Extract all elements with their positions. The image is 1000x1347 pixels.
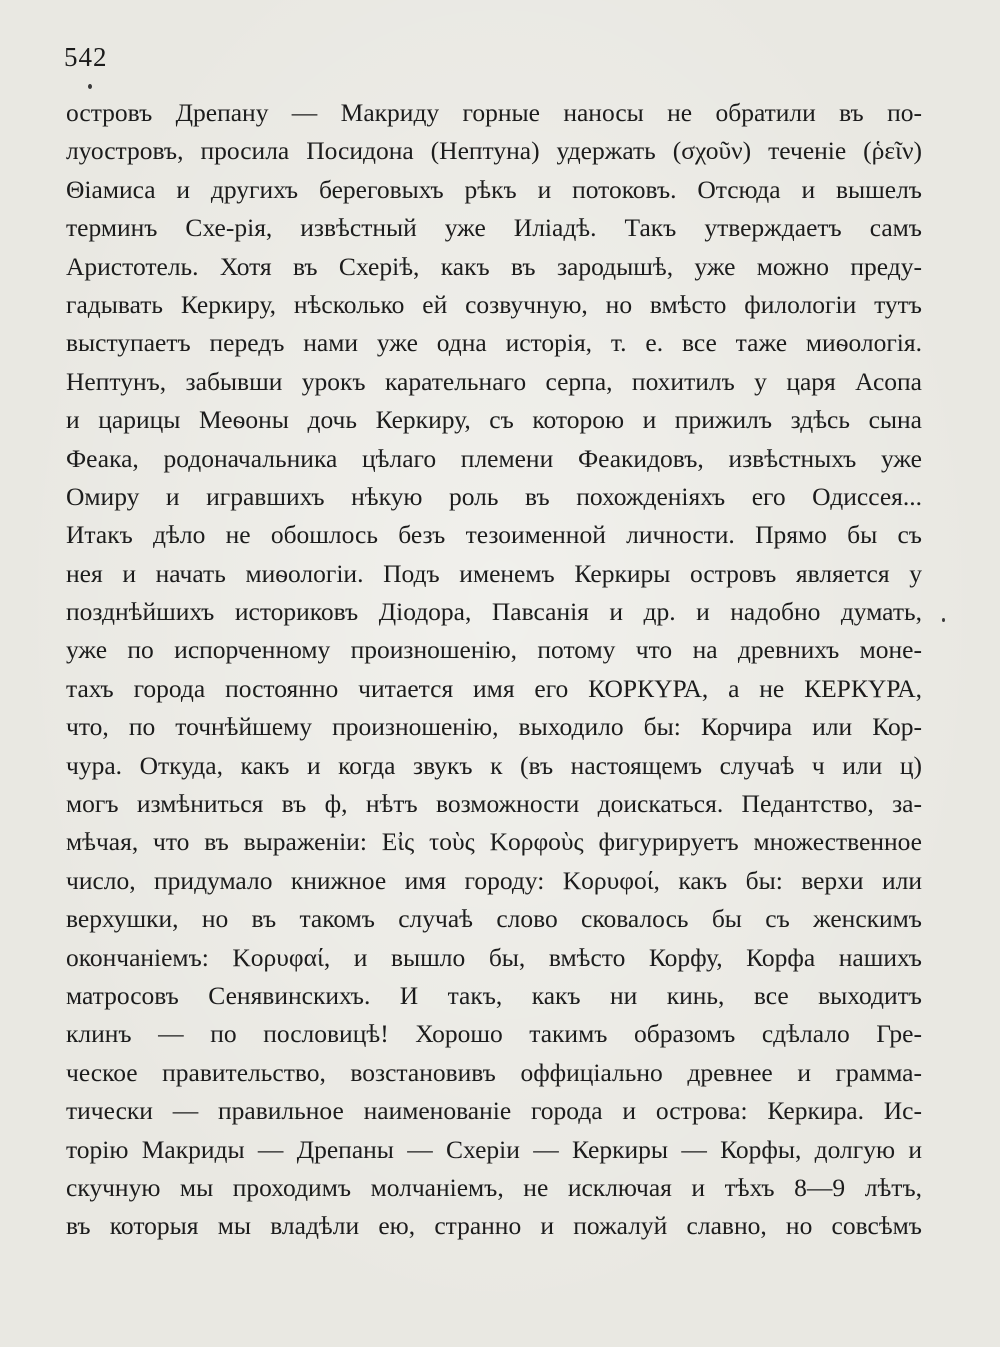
- text-line: тически — правильное наименованіе города и острова: Керкира. Ис-: [66, 1096, 922, 1126]
- text-line: клинъ — по пословицѣ! Хорошо такимъ образомъ сдѣлало Гре-: [66, 1019, 922, 1049]
- text-line: окончаніемъ: Κορυφαί, и вышло бы, вмѣсто Корфу, Корфа нашихъ: [66, 942, 922, 972]
- text-line: луостровъ, просила Посидона (Нептуна) удержать (σχοῦν) теченіе (ῥεῖν): [66, 136, 922, 166]
- text-line: мѣчая, что въ выраженіи: Εἰς τοὺς Κορφοὺς фигурируетъ множественное: [66, 827, 922, 857]
- page-number: 542: [64, 42, 108, 72]
- text-line: чура. Откуда, какъ и когда звукъ к (въ настоящемъ случаѣ ч или ц): [66, 750, 922, 780]
- text-line: верхушки, но въ такомъ случаѣ слово сковалось бы съ женскимъ: [66, 904, 922, 934]
- body-text: [66, 94, 922, 1246]
- text-line: терминъ Схе-рія, извѣстный уже Иліадѣ. Такъ утверждаетъ самъ: [66, 213, 922, 243]
- ink-speck: [88, 84, 92, 89]
- text-line: число, придумало книжное имя городу: Κορυφοί, какъ бы: верхи или: [66, 865, 922, 895]
- text-line: Аристотель. Хотя въ Схеріѣ, какъ въ зародышѣ, уже можно преду-: [66, 251, 922, 281]
- text-line: торію Макриды — Дрепаны — Схеріи — Керкиры — Корфы, долгую и: [66, 1134, 922, 1164]
- text-line: выступаетъ передъ нами уже одна исторія, т. е. все таже миѳологія.: [66, 328, 922, 358]
- text-line: въ которыя мы владѣли ею, странно и пожалуй славно, но совсѣмъ: [66, 1211, 922, 1241]
- text-line: нея и начать миѳологіи. Подъ именемъ Керкиры островъ является у: [66, 558, 922, 588]
- text-line: что, по точнѣйшему произношенію, выходило бы: Корчира или Кор-: [66, 712, 922, 742]
- text-line: Феака, родоначальника цѣлаго племени Феакидовъ, извѣстныхъ уже: [66, 443, 922, 473]
- text-line: Θіамиса и другихъ береговыхъ рѣкъ и потоковъ. Отсюда и вышелъ: [66, 174, 922, 204]
- ink-speck: [942, 618, 945, 622]
- text-line: островъ Дрепану — Макриду горные наносы не обратили въ по-: [66, 98, 922, 127]
- text-line: тахъ города постоянно читается имя его КОРКΥРА, а не КЕРКΥРА,: [66, 673, 922, 703]
- text-line: Нептунъ, забывши урокъ карательнаго серпа, похитилъ у царя Асопа: [66, 366, 922, 396]
- text-line: Итакъ дѣло не обошлось безъ тезоименной личности. Прямо бы съ: [66, 520, 922, 550]
- text-line: скучную мы проходимъ молчаніемъ, не исключая и тѣхъ 8—9 лѣтъ,: [66, 1172, 922, 1202]
- text-line: гадывать Керкиру, нѣсколько ей созвучную, но вмѣсто филологіи тутъ: [66, 289, 922, 319]
- text-line: уже по испорченному произношенію, потому что на древнихъ моне-: [66, 635, 922, 665]
- text-line: и царицы Меѳоны дочь Керкиру, съ которою и прижилъ здѣсь сына: [66, 405, 922, 435]
- text-line: матросовъ Сенявинскихъ. И такъ, какъ ни кинь, все выходитъ: [66, 980, 922, 1010]
- text-line: Омиру и игравшихъ нѣкую роль въ похожденіяхъ его Одиссея...: [66, 481, 922, 511]
- text-line: позднѣйшихъ историковъ Діодора, Павсанія и др. и надобно думать,: [66, 597, 922, 627]
- text-line: ческое правительство, возстановивъ оффиціально древнее и грамма-: [66, 1057, 922, 1087]
- text-line: могъ измѣниться въ ф, нѣтъ возможности доискаться. Педантство, за-: [66, 789, 922, 819]
